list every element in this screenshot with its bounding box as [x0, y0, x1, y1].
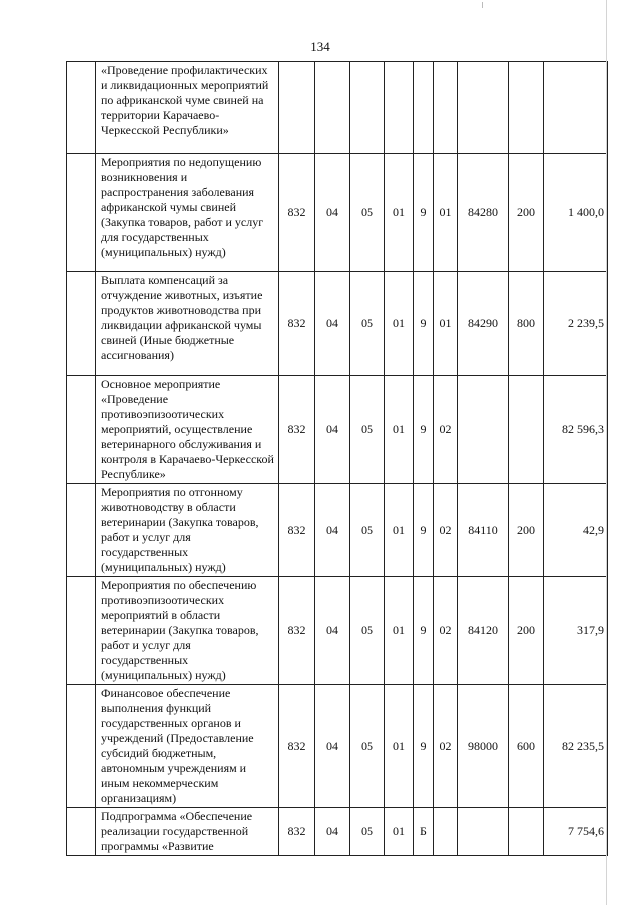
- cell-vr: 200: [509, 577, 544, 685]
- table-row: [67, 484, 608, 577]
- table-row: [67, 62, 608, 154]
- cell-c1: 01: [385, 484, 414, 577]
- cell-vr: 800: [509, 272, 544, 376]
- cell-rz: 04: [315, 808, 350, 856]
- table-row: [67, 272, 608, 376]
- cell-desc: Подпрограмма «Обеспечение реализации государственной программы «Развитие: [96, 808, 279, 856]
- cell-desc: Финансовое обеспечение выполнения функций государственных органов и учреждений (Предоставление субсидий бюджетным, автономным учреждениям и иным некоммерческим организациям): [96, 685, 279, 808]
- cell-sum: 82 235,5: [544, 685, 608, 808]
- cell-pr: 05: [350, 808, 385, 856]
- page-number: 134: [310, 39, 330, 54]
- table-row: [67, 154, 608, 272]
- budget-table: [66, 61, 608, 856]
- cell-ved: [279, 62, 315, 154]
- cell-rz: 04: [315, 484, 350, 577]
- cell-c1: 01: [385, 376, 414, 484]
- cell-c1: 01: [385, 154, 414, 272]
- cell-ved: 832: [279, 154, 315, 272]
- cell-desc: «Проведение профилактических и ликвидационных мероприятий по африканской чуме свиней на территории Карачаево-Черкесской Республики»: [96, 62, 279, 154]
- cell-sum: 2 239,5: [544, 272, 608, 376]
- row-number-cell: [67, 62, 96, 154]
- cell-c2: 9: [414, 685, 434, 808]
- cell-c3: 01: [434, 154, 458, 272]
- cell-pr: [350, 62, 385, 154]
- cell-c2: 9: [414, 577, 434, 685]
- cell-vr: 200: [509, 484, 544, 577]
- cell-c1: 01: [385, 685, 414, 808]
- cell-rz: 04: [315, 577, 350, 685]
- cell-c2: 9: [414, 484, 434, 577]
- cell-c3: [434, 62, 458, 154]
- cell-pr: 05: [350, 376, 385, 484]
- cell-rz: 04: [315, 154, 350, 272]
- cell-pr: 05: [350, 154, 385, 272]
- cell-pr: 05: [350, 484, 385, 577]
- cell-pr: 05: [350, 577, 385, 685]
- cell-c3: 02: [434, 577, 458, 685]
- table-row: [67, 808, 608, 856]
- cell-vr: 200: [509, 154, 544, 272]
- cell-vr: [509, 808, 544, 856]
- cell-ved: 832: [279, 484, 315, 577]
- cell-c1: 01: [385, 808, 414, 856]
- table-row: [67, 376, 608, 484]
- cell-desc: Мероприятия по недопущению возникновения и распространения заболевания африканской чумы свиней (Закупка товаров, работ и услуг для государственных (муниципальных) нужд): [96, 154, 279, 272]
- cell-sum: 42,9: [544, 484, 608, 577]
- cell-sum: 1 400,0: [544, 154, 608, 272]
- cell-sum: 7 754,6: [544, 808, 608, 856]
- cell-pr: 05: [350, 685, 385, 808]
- cell-c3: 02: [434, 484, 458, 577]
- cell-c4: 84110: [458, 484, 509, 577]
- row-number-cell: [67, 577, 96, 685]
- cell-c3: 02: [434, 685, 458, 808]
- cell-ved: 832: [279, 376, 315, 484]
- cell-sum: [544, 62, 608, 154]
- cell-desc: Выплата компенсаций за отчуждение животных, изъятие продуктов животноводства при ликвидации африканской чумы свиней (Иные бюджетные ассигнования): [96, 272, 279, 376]
- cell-c4: 84120: [458, 577, 509, 685]
- table-row: [67, 685, 608, 808]
- cell-vr: [509, 62, 544, 154]
- row-number-cell: [67, 484, 96, 577]
- cell-vr: [509, 376, 544, 484]
- cell-c2: [414, 62, 434, 154]
- cell-ved: 832: [279, 685, 315, 808]
- cell-rz: 04: [315, 376, 350, 484]
- cell-sum: 317,9: [544, 577, 608, 685]
- cell-c4: 98000: [458, 685, 509, 808]
- row-number-cell: [67, 808, 96, 856]
- table-row: [67, 577, 608, 685]
- cell-c3: [434, 808, 458, 856]
- row-number-cell: [67, 685, 96, 808]
- cell-c4: [458, 62, 509, 154]
- cell-c2: 9: [414, 376, 434, 484]
- cell-c2: 9: [414, 154, 434, 272]
- cell-rz: 04: [315, 272, 350, 376]
- row-number-cell: [67, 154, 96, 272]
- cell-desc: Основное мероприятие «Проведение противоэпизоотических мероприятий, осуществление ветеринарного обслуживания и контроля в Карачаево-Черкесской Республике»: [96, 376, 279, 484]
- cell-c4: 84280: [458, 154, 509, 272]
- cell-c2: 9: [414, 272, 434, 376]
- row-number-cell: [67, 272, 96, 376]
- cell-ved: 832: [279, 577, 315, 685]
- cell-sum: 82 596,3: [544, 376, 608, 484]
- scan-edge-line: [606, 0, 607, 905]
- cell-vr: 600: [509, 685, 544, 808]
- cell-c1: [385, 62, 414, 154]
- cell-c2: Б: [414, 808, 434, 856]
- cell-c1: 01: [385, 272, 414, 376]
- cell-rz: 04: [315, 685, 350, 808]
- cell-pr: 05: [350, 272, 385, 376]
- cell-desc: Мероприятия по обеспечению противоэпизоотических мероприятий в области ветеринарии (Закупка товаров, работ и услуг для государственных (муниципальных) нужд): [96, 577, 279, 685]
- cell-c4: [458, 376, 509, 484]
- cell-c3: 01: [434, 272, 458, 376]
- cell-c4: 84290: [458, 272, 509, 376]
- cell-c1: 01: [385, 577, 414, 685]
- cell-rz: [315, 62, 350, 154]
- scan-edge-tick: [482, 2, 483, 8]
- cell-c4: [458, 808, 509, 856]
- cell-c3: 02: [434, 376, 458, 484]
- cell-ved: 832: [279, 808, 315, 856]
- cell-desc: Мероприятия по отгонному животноводству в области ветеринарии (Закупка товаров, работ и услуг для государственных (муниципальных) нужд): [96, 484, 279, 577]
- row-number-cell: [67, 376, 96, 484]
- cell-ved: 832: [279, 272, 315, 376]
